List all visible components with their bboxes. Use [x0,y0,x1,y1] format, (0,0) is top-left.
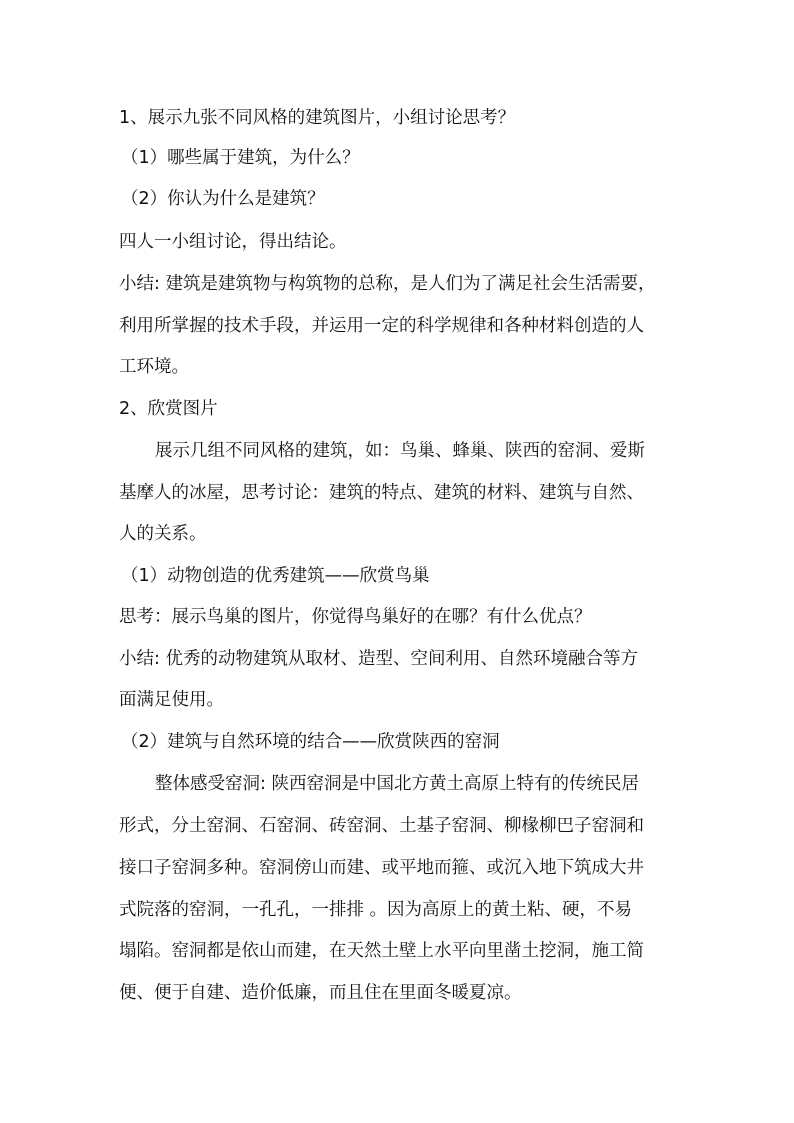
summary-2-line-1: 小结: 优秀的动物建筑从取材、造型、空间利用、自然环境融合等方 [119,649,638,669]
cave-para-line-1: 整体感受窑洞: 陕西窑洞是中国北方黄土高原上特有的传统民居 [155,774,639,794]
cave-para-line-3: 接口子窑洞多种。窑洞傍山而建、或平地而箍、或沉入地下筑成大井 [119,858,644,878]
question-1: （1）哪些属于建筑，为什么？ [121,148,360,168]
appreciation-para-line-3: 人的关系。 [119,524,207,544]
subsection-bird-nest: （1）动物创造的优秀建筑——欣赏鸟巢 [121,566,430,586]
cave-para-line-6: 便、便于自建、造价低廉，而且住在里面冬暖夏凉。 [119,983,522,1003]
question-2: （2）你认为什么是建筑？ [121,189,325,209]
appreciation-para-line-1: 展示几组不同风格的建筑，如：鸟巢、蜂巢、陕西的窑洞、爱斯 [155,441,645,461]
summary-1-line-2: 利用所掌握的技术手段，并运用一定的科学规律和各种材料创造的人 [119,316,644,336]
group-discussion-text: 四人一小组讨论，得出结论。 [119,232,347,252]
section-2-heading: 2、欣赏图片 [119,399,218,419]
cave-para-line-5: 塌陷。窑洞都是依山而建，在天然土壁上水平向里凿土挖洞，施工简 [119,941,644,961]
section-1-heading: 1、展示九张不同风格的建筑图片，小组讨论思考？ [119,108,516,128]
thinking-bird-nest: 思考：展示鸟巢的图片，你觉得鸟巢好的在哪？有什么优点？ [119,607,592,627]
appreciation-para-line-2: 基摩人的冰屋，思考讨论：建筑的特点、建筑的材料、建筑与自然、 [119,483,644,503]
subsection-cave-dwelling: （2）建筑与自然环境的结合——欣赏陕西的窑洞 [121,732,500,752]
cave-para-line-4: 式院落的窑洞，一孔孔，一排排 。因为高原上的黄土粘、硬，不易 [119,900,633,920]
summary-1-line-3: 工环境。 [119,357,189,377]
summary-1-line-1: 小结: 建筑是建筑物与构筑物的总称，是人们为了满足社会生活需要， [119,274,656,294]
summary-2-line-2: 面满足使用。 [119,690,224,710]
cave-para-line-2: 形式，分土窑洞、石窑洞、砖窑洞、土基子窑洞、柳椽柳巴子窑洞和 [119,816,644,836]
